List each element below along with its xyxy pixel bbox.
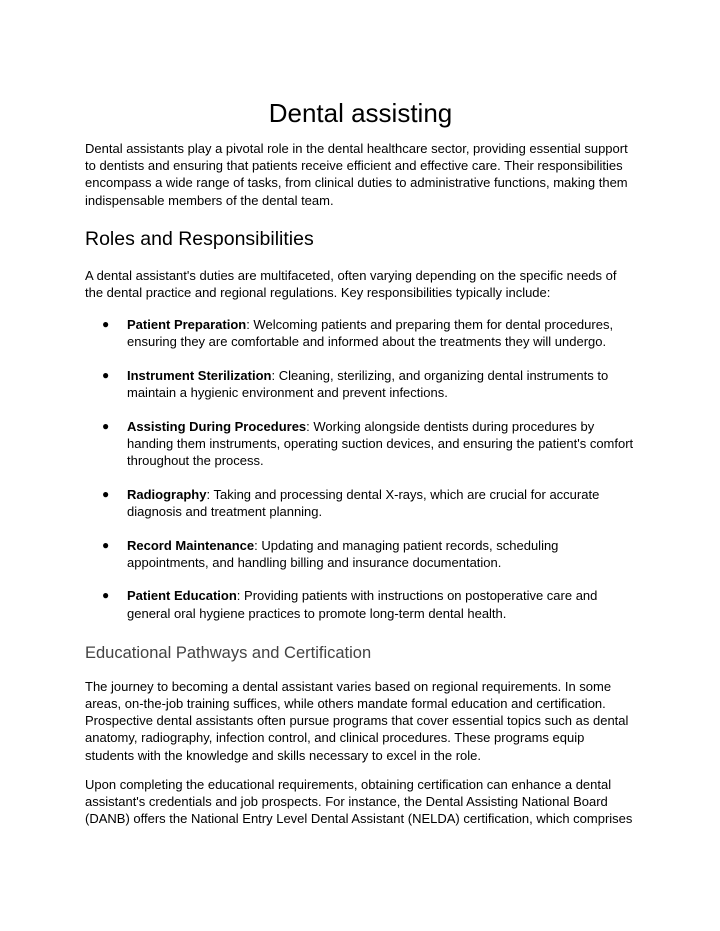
list-item (85, 486, 636, 520)
bullet-icon: ● (102, 486, 110, 501)
list-item (85, 367, 636, 401)
list-item-text: : Welcoming patients and preparing them for dental procedures, ensuring they are comfortable and informed about the treatments they will undergo. (127, 317, 614, 350)
list-item-term: Record Maintenance (127, 537, 255, 553)
list-item-text: : Cleaning, sterilizing, and organizing dental instruments to maintain a hygienic environment and prevent infections. (127, 368, 609, 401)
list-item-term: Radiography (127, 486, 207, 502)
roles-intro-paragraph: A dental assistant's duties are multifaceted, often varying depending on the specific needs of the dental practice and regional regulations. Key responsibilities typically include: (85, 267, 617, 301)
education-paragraph-1: The journey to becoming a dental assistant varies based on regional requirements. In some areas, on-the-job training suffices, while others mandate formal education and certification. Prospective dental assistants often pursue programs that cover essential topics such as dental anatomy, radiography, infection control, and clinical procedures. These programs equip students with the knowledge and skills necessary to excel in the role. (85, 678, 629, 763)
list-item-text: : Taking and processing dental X-rays, which are crucial for accurate diagnosis and treatment planning. (127, 486, 600, 520)
list-item-term: Patient Preparation (127, 317, 247, 333)
bullet-icon: ● (102, 368, 110, 383)
list-item (85, 316, 636, 350)
list-item-text: : Providing patients with instructions on postoperative care and general oral hygiene practices to promote long-term dental health. (127, 588, 598, 621)
list-item-text: : Updating and managing patient records, scheduling appointments, and handling billing and insurance documentation. (127, 537, 559, 570)
education-paragraph-2: Upon completing the educational requirements, obtaining certification can enhance a dental assistant's credentials and job prospects. For instance, the Dental Assisting National Board (DANB) offers the National Entry Level Dental Assistant (NELDA) certification, which comprises (85, 776, 633, 827)
list-item-term: Patient Education (127, 588, 237, 604)
list-item-text: : Working alongside dentists during procedures by handing them instruments, operating suction devices, and ensuring the patient's comfort throughout the process. (127, 418, 634, 469)
intro-paragraph: Dental assistants play a pivotal role in the dental healthcare sector, providing essential support to dentists and ensuring that patients receive efficient and effective care. Their responsibilities encompass a wide range of tasks, from clinical duties to administrative functions, making them indispensable members of the dental team. (85, 141, 628, 208)
bullet-icon: ● (102, 537, 110, 552)
bullet-icon: ● (102, 317, 110, 332)
list-item (85, 587, 636, 621)
list-item-term: Assisting During Procedures (127, 418, 307, 434)
list-item (85, 537, 636, 571)
bullet-icon: ● (102, 588, 110, 603)
bullet-icon: ● (102, 418, 110, 433)
education-heading: Educational Pathways and Certification (85, 643, 372, 662)
list-item-term: Instrument Sterilization (127, 368, 272, 384)
document-title: Dental assisting (268, 98, 453, 128)
roles-heading: Roles and Responsibilities (85, 227, 314, 250)
list-item (85, 418, 636, 470)
responsibilities-list (85, 316, 636, 622)
